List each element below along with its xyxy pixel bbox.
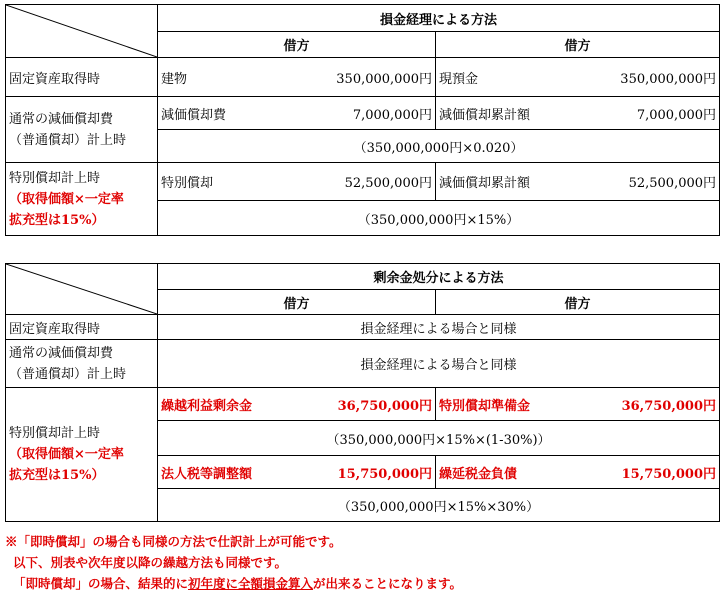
credit-account: 減価償却累計額 xyxy=(439,176,531,191)
debit-account: 特別償却 xyxy=(161,176,214,191)
debit-account: 減価償却費 xyxy=(161,107,227,123)
label-line: 特別償却計上時 xyxy=(9,170,101,186)
label-line: （普通償却）計上時 xyxy=(9,366,127,382)
debit-amount: 350,000,000円 xyxy=(336,71,432,87)
credit-account: 繰延税金負債 xyxy=(439,466,518,482)
debit-amount: 52,500,000円 xyxy=(344,176,432,191)
note-text: が出来ることになります。 xyxy=(313,576,463,591)
credit-entry xyxy=(436,97,720,130)
debit-account: 繰越利益剰余金 xyxy=(161,398,253,414)
calculation-formula: （350,000,000円×15%×30%） xyxy=(158,489,720,522)
debit-account: 法人税等調整額 xyxy=(161,466,253,482)
debit-entry xyxy=(158,388,436,421)
table-title: 損金経理による方法 xyxy=(158,5,720,32)
label-line-red: （取得価額×一定率 xyxy=(9,191,124,207)
credit-amount: 15,750,000円 xyxy=(621,466,717,482)
credit-entry xyxy=(436,163,720,201)
row-label-special-depreciation xyxy=(6,163,158,236)
calculation-formula: （350,000,000円×15%×(1-30%)） xyxy=(158,421,720,456)
credit-amount: 52,500,000円 xyxy=(628,176,717,191)
debit-amount: 15,750,000円 xyxy=(337,466,432,482)
credit-account: 減価償却累計額 xyxy=(439,107,531,123)
credit-amount: 36,750,000円 xyxy=(621,398,717,414)
calculation-formula: （350,000,000円×0.020） xyxy=(158,130,720,163)
table-loss-accounting-method xyxy=(5,4,720,236)
label-line: 通常の減価償却費 xyxy=(9,345,114,361)
note-text: 「即時償却」の場合、結果的に xyxy=(13,576,189,591)
same-as-above-text: 損金経理による場合と同様 xyxy=(158,340,720,388)
debit-amount: 36,750,000円 xyxy=(337,398,432,414)
row-label-special-depreciation xyxy=(6,388,158,522)
debit-account: 建物 xyxy=(161,71,188,87)
credit-account: 特別償却準備金 xyxy=(439,398,531,414)
footnotes xyxy=(5,531,720,594)
credit-entry xyxy=(436,456,720,489)
debit-entry xyxy=(158,97,436,130)
debit-entry xyxy=(158,163,436,201)
column-header-credit: 借方 xyxy=(436,290,720,315)
column-header-credit: 借方 xyxy=(436,32,720,58)
debit-entry xyxy=(158,456,436,489)
table-title: 剰余金処分による方法 xyxy=(158,264,720,290)
label-line: （普通償却）計上時 xyxy=(9,132,127,148)
row-label-normal-depreciation xyxy=(6,97,158,163)
note-line: 以下、別表や次年度以降の繰越方法も同様です。 xyxy=(13,555,288,570)
debit-entry xyxy=(158,58,436,97)
credit-entry xyxy=(436,388,720,421)
label-line-red: （取得価額×一定率 xyxy=(9,447,124,462)
row-label-normal-depreciation xyxy=(6,340,158,388)
label-line: 特別償却計上時 xyxy=(9,426,101,441)
debit-amount: 7,000,000円 xyxy=(352,107,432,123)
column-header-debit: 借方 xyxy=(158,32,436,58)
label-line-red: 拡充型は15%） xyxy=(9,468,105,483)
header-diagonal-cell xyxy=(6,5,158,58)
credit-amount: 7,000,000円 xyxy=(636,107,717,123)
row-label-acquisition: 固定資産取得時 xyxy=(6,315,158,340)
label-line: 通常の減価償却費 xyxy=(9,111,114,127)
note-line xyxy=(5,573,720,594)
column-header-debit: 借方 xyxy=(158,290,436,315)
same-as-above-text: 損金経理による場合と同様 xyxy=(158,315,720,340)
table-surplus-appropriation-method xyxy=(5,263,720,522)
note-line: ※「即時償却」の場合も同様の方法で仕訳計上が可能です。 xyxy=(5,534,342,549)
credit-amount: 350,000,000円 xyxy=(620,71,717,87)
label-line-red: 拡充型は15%） xyxy=(9,212,105,228)
header-diagonal-cell xyxy=(6,264,158,315)
credit-entry xyxy=(436,58,720,97)
credit-account: 現預金 xyxy=(439,71,479,87)
calculation-formula: （350,000,000円×15%） xyxy=(158,201,720,236)
note-underlined-text: 初年度に全額損金算入 xyxy=(188,576,314,591)
row-label-acquisition: 固定資産取得時 xyxy=(6,58,158,97)
